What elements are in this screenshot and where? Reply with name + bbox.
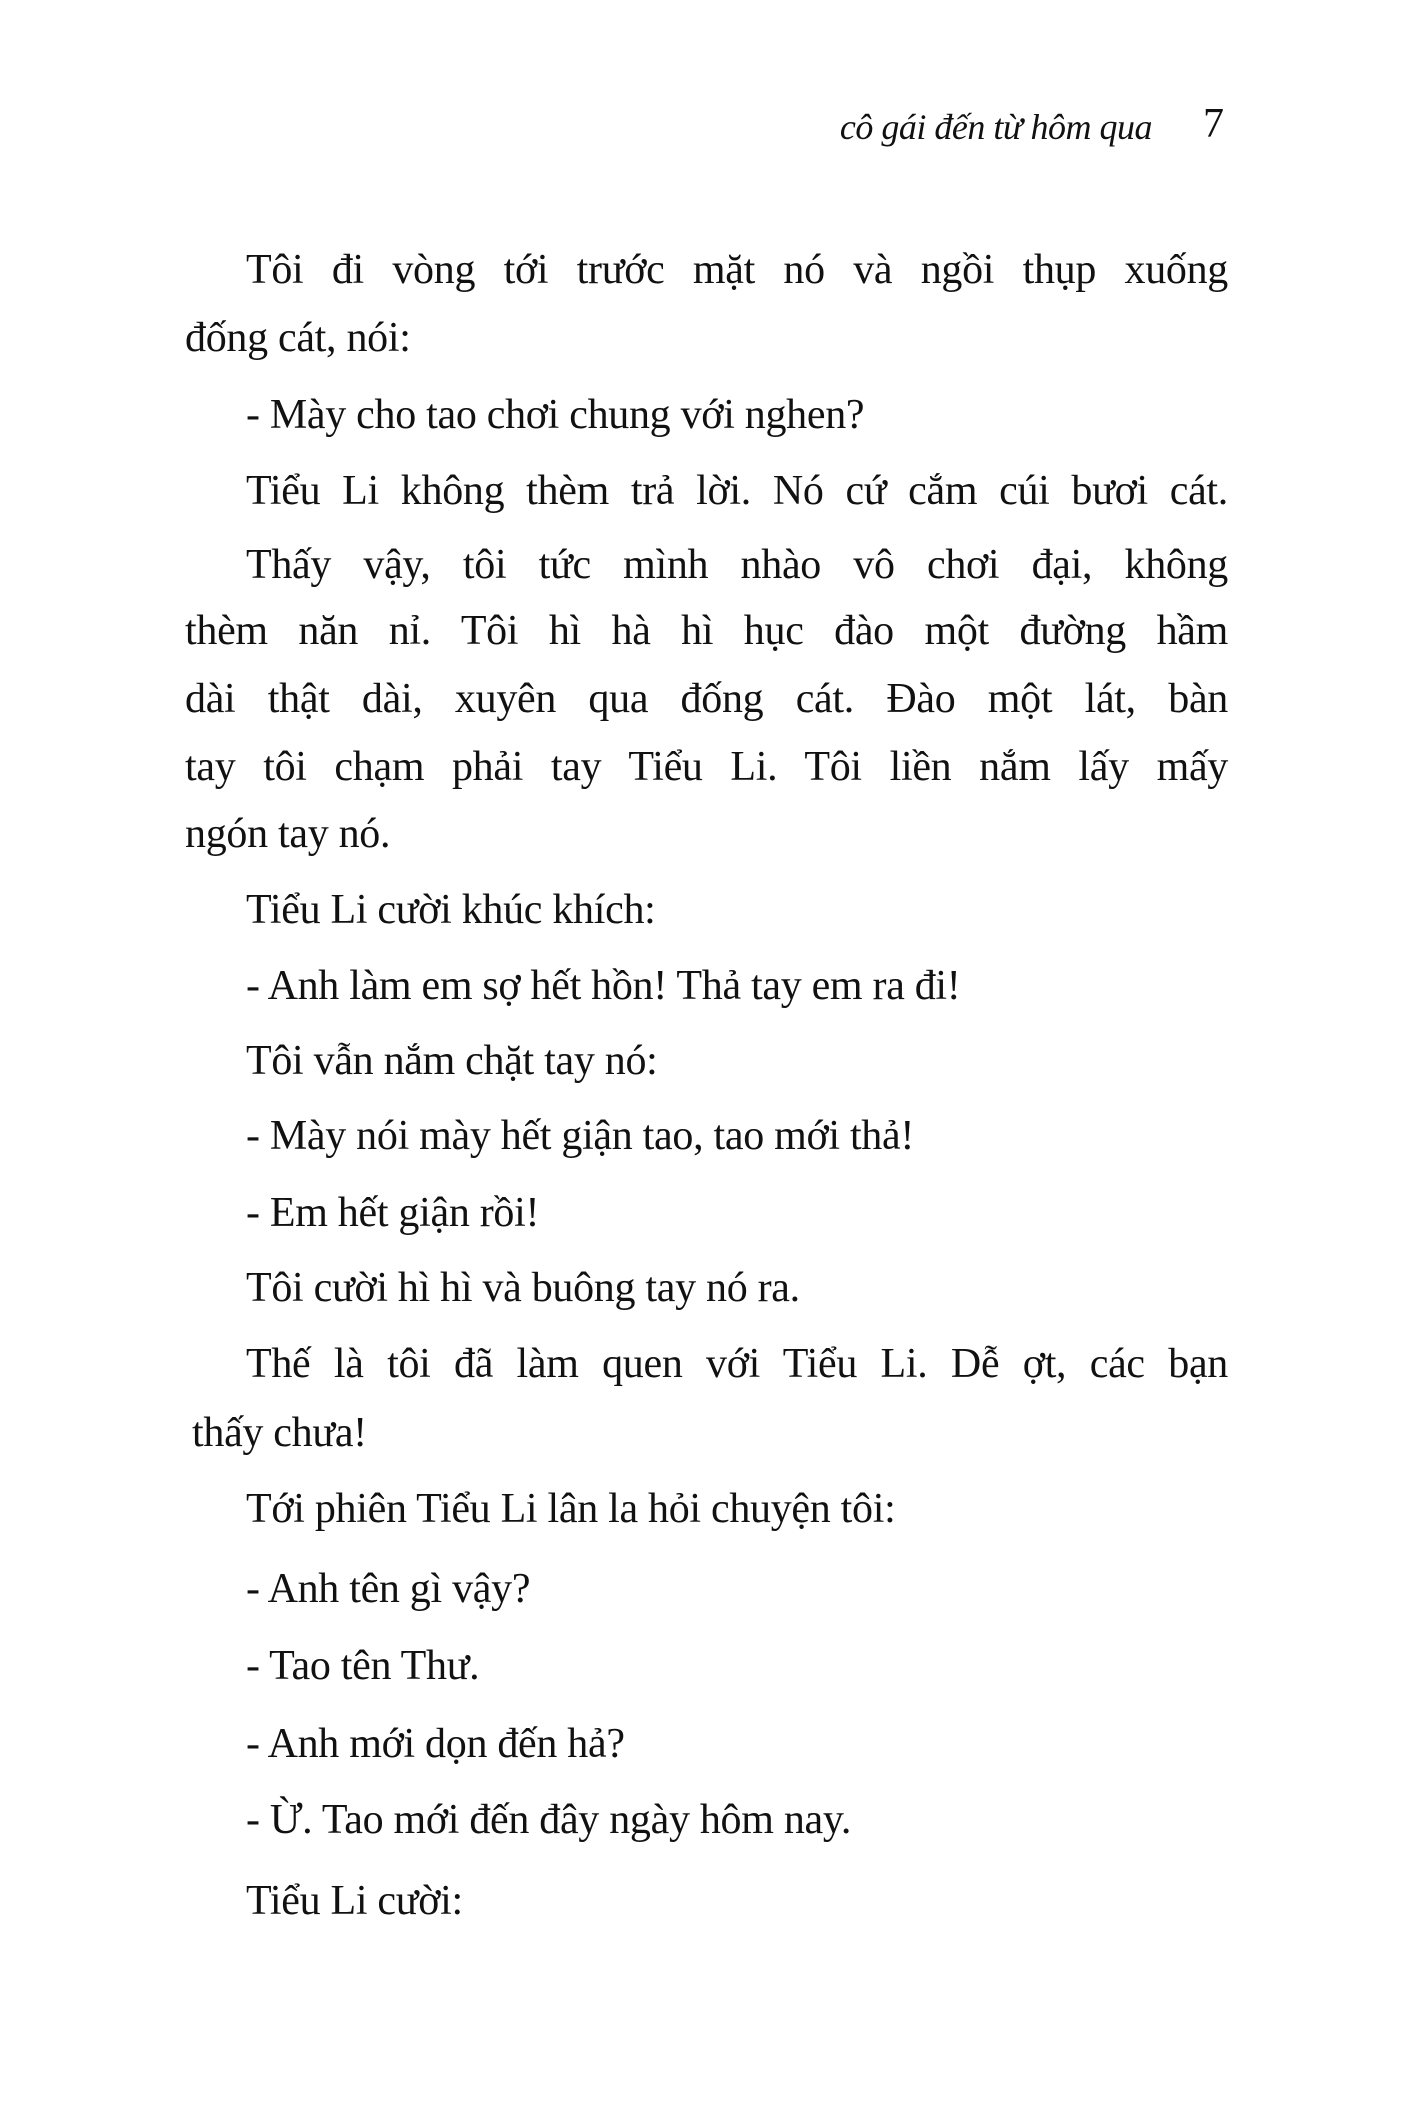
text-line: đống cát, nói: xyxy=(185,315,411,361)
text-line: - Tao tên Thư. xyxy=(246,1643,480,1689)
text-line: Tôi vẫn nắm chặt tay nó: xyxy=(246,1038,658,1084)
text-line: - Anh làm em sợ hết hồn! Thả tay em ra đi! xyxy=(246,963,961,1009)
text-line: ngón tay nó. xyxy=(185,811,391,857)
text-line: Tới phiên Tiểu Li lân la hỏi chuyện tôi: xyxy=(246,1486,896,1532)
text-line: Tiểu Li cười: xyxy=(246,1878,463,1924)
text-line: tay tôi chạm phải tay Tiểu Li. Tôi liền nắm lấy mấy xyxy=(185,744,1228,790)
text-line: Thế là tôi đã làm quen với Tiểu Li. Dễ ợt, các bạn xyxy=(246,1341,1228,1387)
text-line: - Ừ. Tao mới đến đây ngày hôm nay. xyxy=(246,1797,852,1843)
text-line: Tiểu Li cười khúc khích: xyxy=(246,887,656,933)
text-line: Thấy vậy, tôi tức mình nhào vô chơi đại, không xyxy=(246,542,1228,588)
page-number: 7 xyxy=(1203,101,1224,147)
text-line: thấy chưa! xyxy=(192,1410,367,1456)
running-header: cô gái đến từ hôm qua xyxy=(839,107,1152,147)
text-line: Tôi đi vòng tới trước mặt nó và ngồi thụp xuống xyxy=(246,247,1228,293)
text-line: - Mày nói mày hết giận tao, tao mới thả! xyxy=(246,1113,915,1159)
text-line: Tiểu Li không thèm trả lời. Nó cứ cắm cúi bươi cát. xyxy=(246,468,1228,514)
text-line: dài thật dài, xuyên qua đống cát. Đào một lát, bàn xyxy=(185,676,1228,722)
text-line: - Mày cho tao chơi chung với nghen? xyxy=(246,392,865,438)
text-line: - Em hết giận rồi! xyxy=(246,1190,540,1236)
text-line: - Anh mới dọn đến hả? xyxy=(246,1721,625,1767)
text-line: thèm năn nỉ. Tôi hì hà hì hục đào một đường hầm xyxy=(185,608,1228,654)
text-line: - Anh tên gì vậy? xyxy=(246,1566,531,1612)
text-line: Tôi cười hì hì và buông tay nó ra. xyxy=(246,1265,800,1311)
